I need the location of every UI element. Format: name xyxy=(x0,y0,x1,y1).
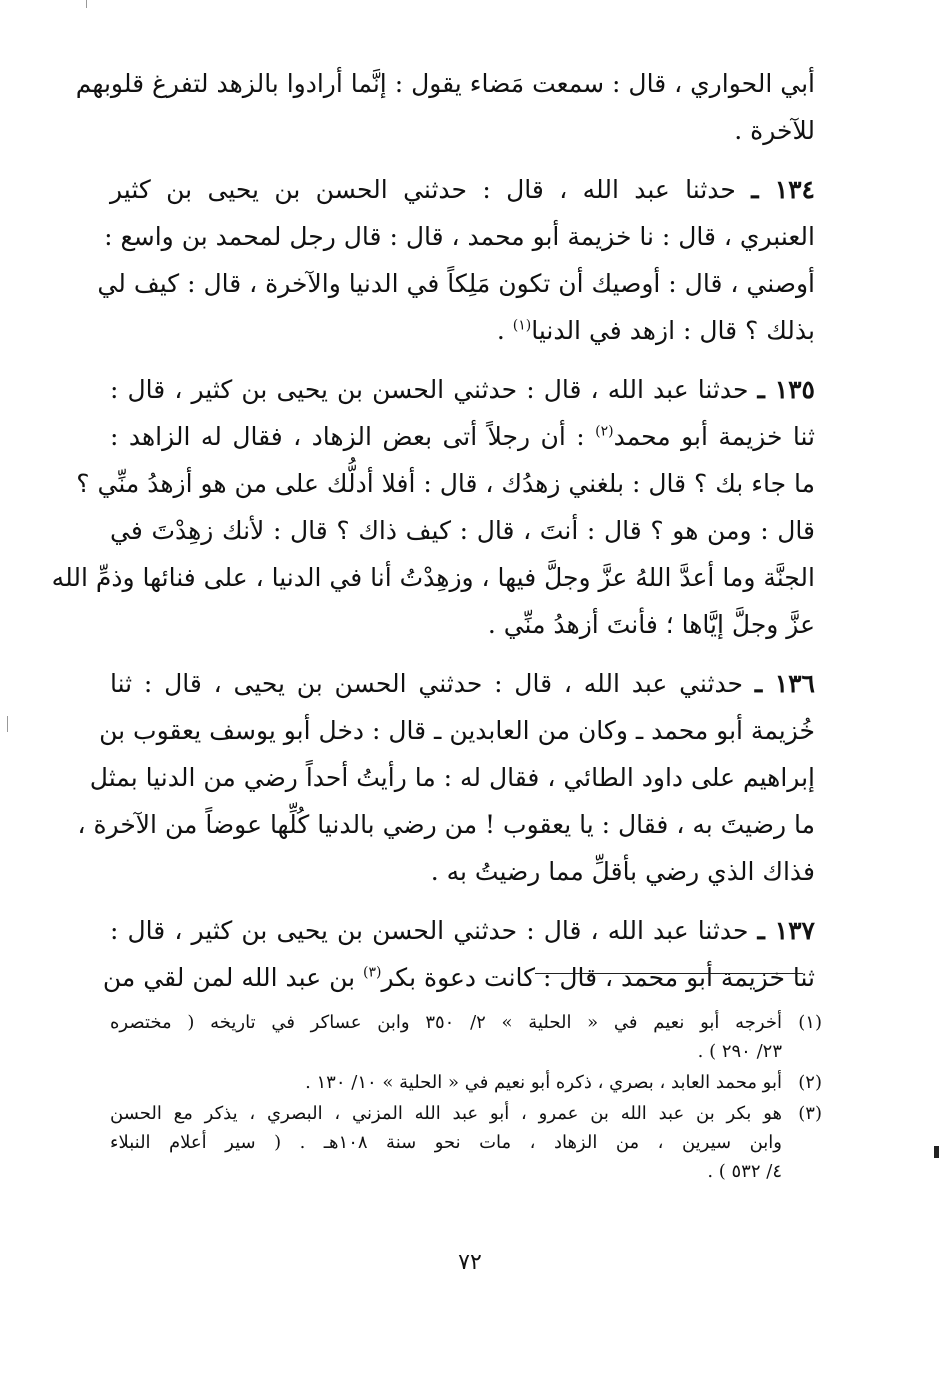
footnote-number: (٣) xyxy=(798,1103,822,1124)
footnote-ref[interactable]: (٣) xyxy=(363,964,382,981)
footnote-number: (٢) xyxy=(798,1072,822,1093)
text-line: ٤/ ٥٣٢ ) . xyxy=(707,1161,782,1182)
text-line: عزَّ وجلَّ إيَّاها ؛ فأنتَ أزهدُ منِّي . xyxy=(487,610,815,639)
footnote-ref[interactable]: (١) xyxy=(512,317,532,334)
text-line: أخرجه أبو نعيم في « الحلية » ٢/ ٣٥٠ وابن عساكر في تاريخه ( مختصره xyxy=(110,1012,782,1033)
text-line xyxy=(110,166,815,213)
main-text xyxy=(51,60,815,1013)
paragraph xyxy=(75,60,815,154)
text-line: الجنَّة وما أعدَّ اللهُ عزَّ وجلَّ فيها ، وزهِدْتُ أنا في الدنيا ، على فنائها وذمِّ الله xyxy=(51,563,815,592)
text-segment: ثنا خزيمة أبو محمد xyxy=(613,422,815,451)
footnote-ref[interactable]: (٢) xyxy=(595,423,614,440)
footnote-text xyxy=(110,1068,782,1097)
text-line: أبي الحواري ، قال : سمعت مَضاء يقول : إنَّما أرادوا بالزهد لتفرغ قلوبهم xyxy=(75,69,815,98)
hadith-number: ١٣٦ ـ xyxy=(754,669,815,698)
text-line: أوصني ، قال : أوصيك أن تكون مَلِكاً في الدنيا والآخرة ، قال : كيف لي xyxy=(97,269,815,298)
text-line: ٢٣/ ٢٩٠ ) . xyxy=(697,1041,782,1062)
text-line xyxy=(110,307,815,354)
text-line: هو بكر بن عبد الله بن عمرو ، أبو عبد الله المزني ، البصري ، يذكر مع الحسن xyxy=(110,1103,782,1124)
text-line xyxy=(102,954,815,1001)
text-line xyxy=(110,366,815,413)
text-line: أبو محمد العابد ، بصري ، ذكره أبو نعيم في « الحلية » ١٠/ ١٣٠ . xyxy=(305,1072,782,1093)
text-line: إبراهيم على داود الطائي ، فقال له : ما رأيتُ أحداً رضي من الدنيا بمثل xyxy=(89,763,815,792)
hadith-number: ١٣٧ ـ xyxy=(757,916,815,945)
footnotes xyxy=(110,1008,822,1188)
text-segment: : أن رجلاً أتى بعض الزهاد ، فقال له الزاهد : xyxy=(110,422,596,451)
footnote xyxy=(110,1008,822,1066)
paragraph-134 xyxy=(97,166,815,354)
paragraph-136 xyxy=(77,660,815,895)
text-segment: حدثني عبد الله ، قال : حدثني الحسن بن يحيى ، قال : ثنا xyxy=(110,669,744,698)
footnote-number: (١) xyxy=(798,1012,822,1033)
text-line: ما رضيتَ به ، فقال : يا يعقوب ! من رضي بالدنيا كُلِّها عوضاً من الآخرة ، xyxy=(77,810,815,839)
hadith-number: ١٣٥ ـ xyxy=(757,375,815,404)
footnote xyxy=(110,1099,822,1186)
text-line: وابن سيرين ، من الزهاد ، مات نحو سنة ١٠٨هـ . ( سير أعلام النبلاء xyxy=(110,1132,782,1153)
text-line: للآخرة . xyxy=(734,116,815,145)
text-segment: حدثنا عبد الله ، قال : حدثني الحسن بن يحيى بن كثير ، قال : xyxy=(110,916,749,945)
footnote-text xyxy=(110,1099,782,1186)
text-line: خُزيمة أبو محمد ـ وكان من العابدين ـ قال : دخل أبو يوسف يعقوب بن xyxy=(99,716,815,745)
text-line xyxy=(110,907,815,954)
text-segment: . xyxy=(496,316,513,345)
text-line: العنبري ، قال : نا خزيمة أبو محمد ، قال : قال رجل لمحمد بن واسع : xyxy=(104,222,815,251)
text-line xyxy=(110,413,815,460)
hadith-number: ١٣٤ ـ xyxy=(751,175,815,204)
text-segment: ثنا خزيمة أبو محمد ، قال : كانت دعوة بكر xyxy=(381,963,815,992)
paragraph-137 xyxy=(102,907,815,1001)
text-segment: حدثنا عبد الله ، قال : حدثني الحسن بن يحيى بن كثير ، قال : xyxy=(110,375,749,404)
scan-mark xyxy=(86,0,87,8)
text-segment: بذلك ؟ قال : ازهد في الدنيا xyxy=(531,316,815,345)
page-number: ٧٢ xyxy=(458,1250,482,1275)
scan-mark xyxy=(934,1146,939,1158)
text-line: قال : ومن هو ؟ قال : أنتَ ، قال : كيف ذاك ؟ قال : لأنك زهِدْتَ في xyxy=(110,516,815,545)
text-line xyxy=(110,660,815,707)
text-segment: بن عبد الله لمن لقي من xyxy=(102,963,364,992)
text-line: فذاك الذي رضي بأقلِّ مما رضيتُ به . xyxy=(430,857,815,886)
text-segment: حدثنا عبد الله ، قال : حدثني الحسن بن يحيى بن كثير xyxy=(110,175,736,204)
scan-mark xyxy=(7,716,8,732)
footnote-text xyxy=(110,1008,782,1066)
footnote-separator xyxy=(535,973,803,974)
text-line: ما جاء بك ؟ قال : بلغني زهدُك ، قال : أفلا أدلُّك على من هو أزهدُ منِّي ؟ xyxy=(76,469,815,498)
paragraph-135 xyxy=(51,366,815,648)
footnote xyxy=(110,1068,822,1097)
